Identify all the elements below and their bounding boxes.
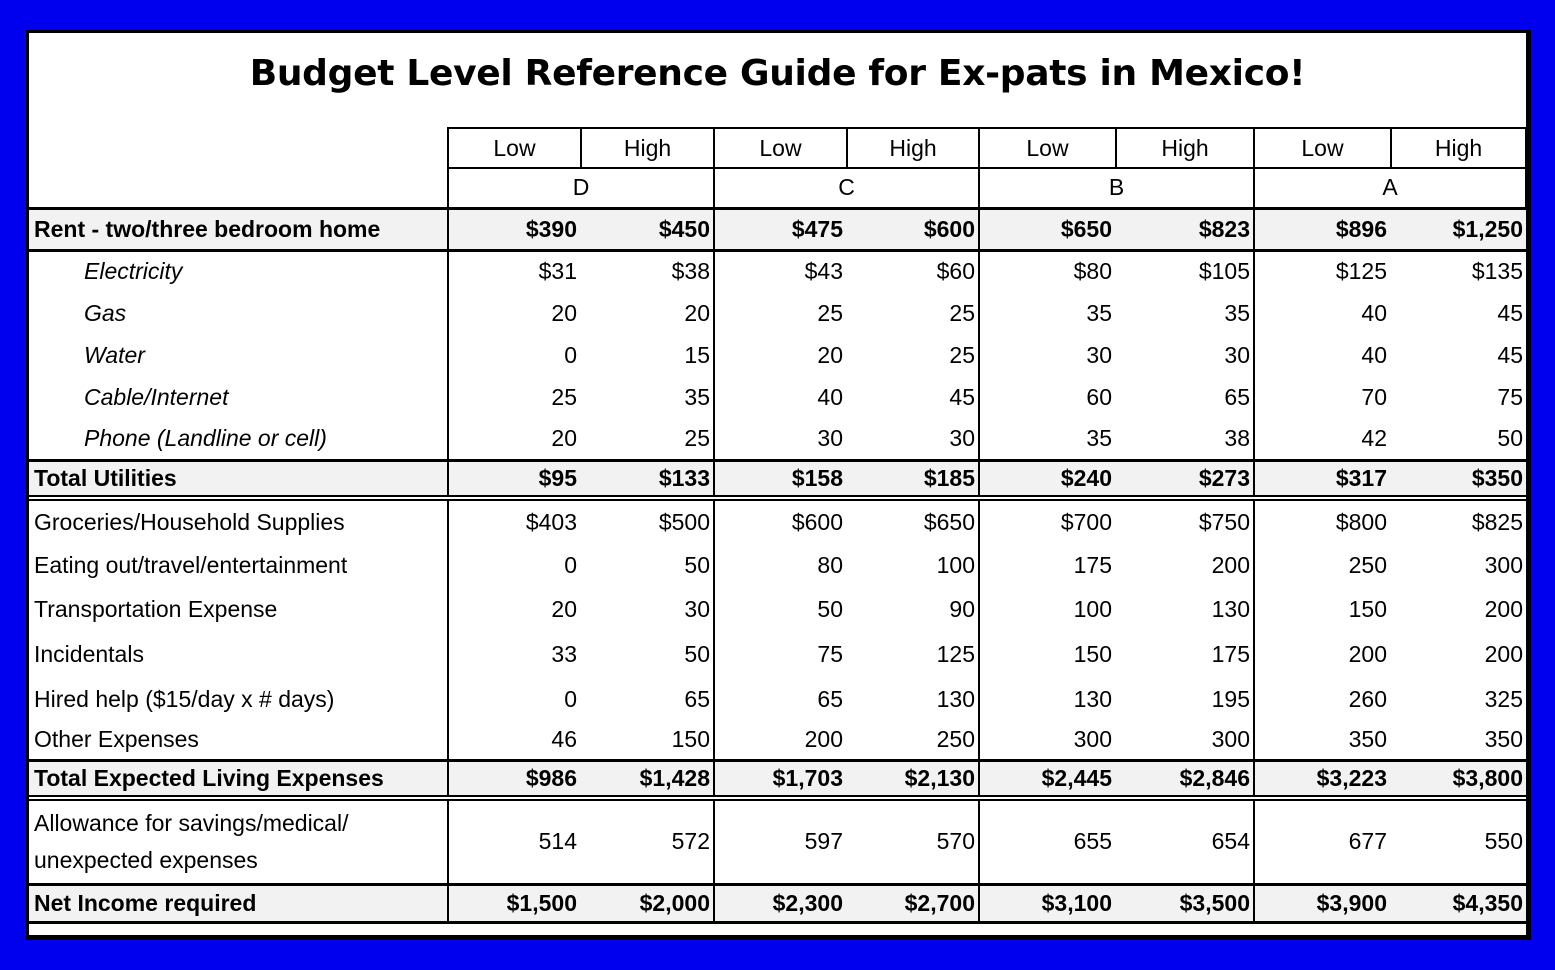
row-label: Eating out/travel/entertainment	[29, 544, 448, 587]
value-cell: 100	[847, 544, 979, 587]
value-cell: 35	[581, 376, 714, 418]
value-cell: 250	[1348, 552, 1387, 578]
value-cell: 75	[1497, 383, 1523, 410]
value-cell: $823	[1116, 208, 1254, 250]
value-cell: 0	[564, 341, 577, 368]
value-cell: $475	[714, 208, 847, 250]
value-cell: 50	[817, 595, 843, 622]
value-cell: 300	[1484, 552, 1523, 578]
table-row-total-utilities	[29, 460, 1526, 498]
value-cell: $31	[538, 258, 577, 285]
value-cell: $750	[1116, 498, 1254, 544]
table-row-groceries	[29, 498, 1526, 544]
table-row-net-income	[29, 884, 1526, 922]
range-label: High	[847, 128, 979, 168]
value-cell: 30	[1086, 341, 1112, 368]
value-cell: 175	[1073, 552, 1112, 578]
value-cell: $1,500	[448, 884, 581, 922]
value-cell: 38	[1116, 418, 1254, 460]
value-cell: 65	[1116, 376, 1254, 418]
value-cell: 50	[581, 631, 714, 678]
value-cell: 35	[1086, 299, 1112, 326]
value-cell: 46	[551, 725, 577, 752]
value-cell: 0	[564, 685, 577, 712]
table-row-allowance	[29, 798, 1526, 884]
value-cell: 30	[847, 418, 979, 460]
row-label: Total Utilities	[29, 460, 448, 498]
value-cell: 550	[1391, 798, 1526, 884]
value-cell: 150	[581, 720, 714, 760]
table-row-eating-out	[29, 544, 1526, 587]
range-label: Low	[979, 128, 1116, 168]
value-cell: 350	[1484, 725, 1523, 752]
value-cell: $3,223	[1254, 760, 1391, 798]
row-label: Total Expected Living Expenses	[29, 760, 448, 798]
value-cell: 195	[1116, 678, 1254, 720]
value-cell: 597	[714, 798, 847, 884]
value-cell: 200	[1348, 641, 1387, 667]
value-cell: $896	[1254, 208, 1391, 250]
table-row-other-expenses	[29, 720, 1526, 760]
value-cell: 30	[817, 424, 843, 451]
value-cell: $3,100	[979, 884, 1116, 922]
value-cell: 130	[1116, 587, 1254, 631]
value-cell: $60	[847, 250, 979, 292]
value-cell: 655	[979, 798, 1116, 884]
table-row-incidentals	[29, 631, 1526, 678]
value-cell: $158	[714, 460, 847, 498]
value-cell: 125	[847, 631, 979, 678]
value-cell: $43	[804, 258, 843, 285]
value-cell: $600	[847, 208, 979, 250]
value-cell: 130	[847, 678, 979, 720]
value-cell: 50	[1497, 424, 1523, 451]
value-cell: $133	[581, 460, 714, 498]
value-cell: 40	[817, 383, 843, 410]
value-cell: 30	[1116, 334, 1254, 376]
value-cell: $825	[1391, 498, 1526, 544]
value-cell: 200	[804, 725, 843, 752]
table-row-phone	[29, 418, 1526, 460]
value-cell: $986	[448, 760, 581, 798]
value-cell: $273	[1116, 460, 1254, 498]
value-cell: 15	[581, 334, 714, 376]
row-label: Hired help ($15/day x # days)	[29, 678, 448, 720]
value-cell: 570	[847, 798, 979, 884]
value-cell: $2,130	[847, 760, 979, 798]
row-label: Cable/Internet	[29, 376, 448, 418]
range-label: High	[581, 128, 714, 168]
range-label: Low	[714, 128, 847, 168]
value-cell: $1,703	[714, 760, 847, 798]
value-cell: 35	[1086, 424, 1112, 451]
value-cell: 40	[1361, 341, 1387, 368]
value-cell: 30	[581, 587, 714, 631]
value-cell: 20	[551, 424, 577, 451]
value-cell: 20	[581, 292, 714, 334]
value-cell: 70	[1361, 383, 1387, 410]
value-cell: 300	[1116, 720, 1254, 760]
value-cell: $185	[847, 460, 979, 498]
row-label: Water	[29, 334, 448, 376]
value-cell: $600	[714, 498, 847, 544]
value-cell: $450	[581, 208, 714, 250]
range-label: High	[1391, 128, 1526, 168]
row-label: Rent - two/three bedroom home	[29, 208, 448, 250]
level-label: A	[1254, 168, 1526, 208]
value-cell: 0	[564, 552, 577, 578]
value-cell: $2,000	[581, 884, 714, 922]
row-label-line: Allowance for savings/medical/	[34, 809, 349, 836]
page-title: Budget Level Reference Guide for Ex-pats in Mexico!	[249, 53, 1306, 94]
value-cell: 350	[1348, 725, 1387, 752]
value-cell: 50	[581, 544, 714, 587]
value-cell: 20	[551, 595, 577, 622]
value-cell: 40	[1361, 299, 1387, 326]
value-cell: 300	[1073, 725, 1112, 752]
row-label: Gas	[29, 292, 448, 334]
value-cell: $2,846	[1116, 760, 1254, 798]
value-cell: 90	[847, 587, 979, 631]
value-cell: 250	[847, 720, 979, 760]
value-cell: 75	[817, 641, 843, 667]
row-label: Electricity	[29, 250, 448, 292]
table-row-transportation	[29, 587, 1526, 631]
value-cell: $1,428	[581, 760, 714, 798]
value-cell: 130	[1073, 685, 1112, 712]
level-label: B	[979, 168, 1254, 208]
table-row-cable-internet	[29, 376, 1526, 418]
value-cell: 25	[551, 383, 577, 410]
table-row-gas	[29, 292, 1526, 334]
table-row-rent	[29, 208, 1526, 250]
value-cell: $80	[1073, 258, 1112, 285]
range-label: High	[1116, 128, 1254, 168]
value-cell: $135	[1471, 258, 1523, 285]
value-cell: 25	[847, 334, 979, 376]
value-cell: $3,900	[1254, 884, 1391, 922]
value-cell: $2,300	[714, 884, 847, 922]
table-row-water	[29, 334, 1526, 376]
row-label: Incidentals	[29, 631, 448, 678]
value-cell: $800	[1254, 498, 1391, 544]
value-cell: 45	[1497, 299, 1523, 326]
value-cell: 35	[1116, 292, 1254, 334]
value-cell: 25	[817, 299, 843, 326]
value-cell: 100	[1073, 595, 1112, 622]
value-cell: $390	[448, 208, 581, 250]
row-label: Other Expenses	[29, 720, 448, 760]
value-cell: 260	[1348, 685, 1387, 712]
row-label-line: unexpected expenses	[34, 846, 258, 873]
value-cell: $700	[979, 498, 1116, 544]
value-cell: $2,700	[847, 884, 979, 922]
value-cell: 42	[1361, 424, 1387, 451]
header-blank-cell	[29, 168, 448, 208]
value-cell: $350	[1391, 460, 1526, 498]
value-cell: 325	[1484, 685, 1523, 712]
blue-border-frame	[26, 30, 1531, 940]
value-cell: $650	[847, 498, 979, 544]
value-cell: 514	[448, 798, 581, 884]
row-label	[29, 798, 448, 884]
value-cell: 25	[581, 418, 714, 460]
value-cell: 25	[847, 292, 979, 334]
value-cell: 175	[1116, 631, 1254, 678]
value-cell: $3,800	[1391, 760, 1526, 798]
header-blank-cell	[29, 128, 448, 168]
row-label: Phone (Landline or cell)	[29, 418, 448, 460]
value-cell: 20	[817, 341, 843, 368]
range-header-row	[29, 128, 1526, 168]
value-cell: $95	[448, 460, 581, 498]
range-label: Low	[1254, 128, 1391, 168]
row-label: Net Income required	[29, 884, 448, 922]
value-cell: 200	[1484, 641, 1523, 667]
level-header-row	[29, 168, 1526, 208]
value-cell: $500	[581, 498, 714, 544]
value-cell: $38	[581, 250, 714, 292]
value-cell: 572	[581, 798, 714, 884]
range-label: Low	[448, 128, 581, 168]
level-label: C	[714, 168, 979, 208]
value-cell: 65	[817, 685, 843, 712]
value-cell: 20	[551, 299, 577, 326]
value-cell: $317	[1254, 460, 1391, 498]
value-cell: $1,250	[1391, 208, 1526, 250]
value-cell: $105	[1116, 250, 1254, 292]
value-cell: 200	[1484, 595, 1523, 622]
row-label: Transportation Expense	[29, 587, 448, 631]
value-cell: 200	[1116, 544, 1254, 587]
value-cell: 150	[1073, 641, 1112, 667]
value-cell: $3,500	[1116, 884, 1254, 922]
value-cell: $240	[979, 460, 1116, 498]
value-cell: $2,445	[979, 760, 1116, 798]
value-cell: 45	[847, 376, 979, 418]
budget-table	[29, 127, 1526, 924]
value-cell: $403	[448, 498, 581, 544]
budget-sheet	[29, 33, 1526, 935]
row-label: Groceries/Household Supplies	[29, 498, 448, 544]
value-cell: $650	[979, 208, 1116, 250]
level-label: D	[448, 168, 714, 208]
table-row-electricity	[29, 250, 1526, 292]
value-cell: $4,350	[1391, 884, 1526, 922]
table-row-total-living-expenses	[29, 760, 1526, 798]
value-cell: 60	[1086, 383, 1112, 410]
value-cell: 677	[1254, 798, 1391, 884]
value-cell: 45	[1497, 341, 1523, 368]
value-cell: 80	[817, 552, 843, 578]
value-cell: 150	[1348, 595, 1387, 622]
table-row-hired-help	[29, 678, 1526, 720]
value-cell: $125	[1335, 258, 1387, 285]
value-cell: 65	[581, 678, 714, 720]
value-cell: 654	[1116, 798, 1254, 884]
value-cell: 33	[551, 641, 577, 667]
